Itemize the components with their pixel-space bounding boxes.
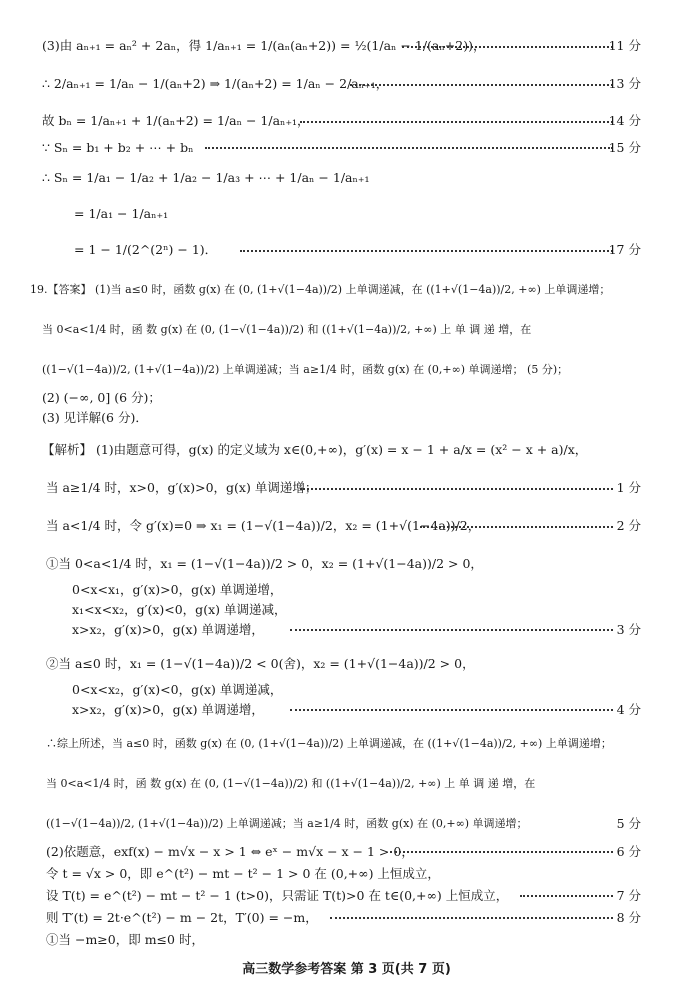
solution-text: = 1/a₁ − 1/aₙ₊₁	[74, 206, 169, 221]
solution-text: ②当 a≤0 时，x₁ = (1−√(1−4a))/2 < 0(舍)，x₂ = (1+√(1−4a))/2 > 0，	[46, 656, 475, 671]
leader-dots	[300, 488, 613, 490]
solution-text: 故 bₙ = 1/aₙ₊₁ + 1/(aₙ+2) = 1/aₙ − 1/aₙ₊₁，	[42, 113, 310, 128]
answer-line	[0, 272, 693, 308]
analysis-line	[0, 908, 693, 928]
score-mark: 7 分	[616, 888, 641, 903]
leader-dots	[350, 84, 613, 86]
solution-text: (3) 见详解(6 分)．	[42, 410, 148, 425]
answer-line	[0, 408, 693, 428]
solution-text: ((1−√(1−4a))/2, (1+√(1−4a))/2) 上单调递减；当 a≥1/4 时，函数 g(x) 在 (0,+∞) 单调递增；	[46, 817, 528, 830]
score-mark: 3 分	[616, 622, 641, 637]
score-mark: 15 分	[608, 140, 641, 155]
analysis-line	[0, 864, 693, 884]
solution-line	[0, 160, 693, 196]
solution-text: 0<x<x₂，g′(x)<0，g(x) 单调递减，	[72, 682, 283, 697]
leader-dots	[420, 526, 613, 528]
analysis-line	[0, 680, 693, 700]
solution-text: (2) (−∞, 0] (6 分)；	[42, 390, 161, 405]
analysis-line	[0, 806, 693, 842]
solution-text: 当 0<a<1/4 时，函 数 g(x) 在 (0, (1−√(1−4a))/2) 和 ((1+√(1−4a))/2, +∞) 上 单 调 递 增，在	[42, 323, 532, 336]
analysis-line	[0, 886, 693, 906]
solution-text: (2)依题意，exf(x) − m√x − x > 1 ⇔ eˣ − m√x − x − 1 > 0，	[46, 844, 414, 859]
analysis-line	[0, 620, 693, 640]
leader-dots	[290, 709, 613, 711]
solution-text: ∴ Sₙ = 1/a₁ − 1/a₂ + 1/a₂ − 1/a₃ + ⋯ + 1/aₙ − 1/aₙ₊₁	[42, 170, 370, 185]
solution-text: ∴ 2/aₙ₊₁ = 1/aₙ − 1/(aₙ+2) ⇒ 1/(aₙ+2) = 1/aₙ − 2/aₙ₊₁，	[42, 76, 389, 91]
solution-text: ∴综上所述，当 a≤0 时，函数 g(x) 在 (0, (1+√(1−4a))/2) 上单调递减，在 ((1+√(1−4a))/2, +∞) 上单调递增；	[46, 737, 612, 750]
score-mark: 13 分	[608, 76, 641, 91]
leader-dots	[520, 895, 613, 897]
solution-line	[0, 232, 693, 268]
analysis-line	[0, 600, 693, 620]
solution-text: ∵ Sₙ = b₁ + b₂ + ⋯ + bₙ	[42, 140, 194, 155]
score-mark: 5 分	[616, 816, 641, 831]
solution-text: x>x₂，g′(x)>0，g(x) 单调递增，	[72, 702, 264, 717]
analysis-line	[0, 646, 693, 682]
score-mark: 14 分	[608, 113, 641, 128]
solution-text: = 1 − 1/(2^(2ⁿ) − 1)．	[74, 242, 218, 257]
leader-dots	[290, 629, 613, 631]
solution-line	[0, 138, 693, 158]
solution-text: 0<x<x₁，g′(x)>0，g(x) 单调递增，	[72, 582, 283, 597]
solution-text: (3)由 aₙ₊₁ = aₙ² + 2aₙ，得 1/aₙ₊₁ = 1/(aₙ(aₙ+2)) = ½(1/aₙ − 1/(aₙ+2))，	[42, 38, 486, 53]
analysis-line	[0, 580, 693, 600]
answer-line	[0, 312, 693, 348]
score-mark: 1 分	[616, 480, 641, 495]
analysis-line	[0, 726, 693, 762]
leader-dots	[330, 917, 613, 919]
analysis-line	[0, 842, 693, 862]
score-mark: 8 分	[616, 910, 641, 925]
solution-line	[0, 103, 693, 139]
leader-dots	[240, 250, 613, 252]
solution-text: 则 T′(t) = 2t·e^(t²) − m − 2t，T′(0) = −m，	[46, 910, 318, 925]
analysis-line	[0, 470, 693, 506]
score-mark: 17 分	[608, 242, 641, 257]
score-mark: 2 分	[616, 518, 641, 533]
solution-line	[0, 66, 693, 102]
solution-text: 【解析】 (1)由题意可得，g(x) 的定义域为 x∈(0,+∞)，g′(x) = x − 1 + a/x = (x² − x + a)/x，	[42, 442, 588, 457]
solution-text: 19.【答案】 (1)当 a≤0 时，函数 g(x) 在 (0, (1+√(1−4a))/2) 上单调递减，在 ((1+√(1−4a))/2, +∞) 上单调递增；	[30, 283, 611, 296]
solution-line	[0, 196, 693, 232]
score-mark: 11 分	[608, 38, 641, 53]
analysis-line	[0, 546, 693, 582]
solution-text: x>x₂，g′(x)>0，g(x) 单调递增，	[72, 622, 264, 637]
solution-text: 当 a≥1/4 时，x>0，g′(x)>0，g(x) 单调递增；	[46, 480, 318, 495]
solution-text: ①当 −m≥0，即 m≤0 时，	[46, 932, 204, 947]
answer-line	[0, 352, 693, 388]
analysis-line	[0, 930, 693, 950]
analysis-line	[0, 700, 693, 720]
solution-text: ①当 0<a<1/4 时，x₁ = (1−√(1−4a))/2 > 0，x₂ = (1+√(1−4a))/2 > 0，	[46, 556, 483, 571]
solution-line	[0, 28, 693, 64]
analysis-line	[0, 508, 693, 544]
analysis-line	[0, 432, 693, 468]
leader-dots	[402, 46, 613, 48]
solution-text: ((1−√(1−4a))/2, (1+√(1−4a))/2) 上单调递减；当 a≥1/4 时，函数 g(x) 在 (0,+∞) 单调递增； (5 分)；	[42, 363, 569, 376]
score-mark: 4 分	[616, 702, 641, 717]
analysis-line	[0, 766, 693, 802]
solution-text: 令 t = √x > 0，即 e^(t²) − mt − t² − 1 > 0 在 (0,+∞) 上恒成立，	[46, 866, 440, 881]
answer-line	[0, 388, 693, 408]
solution-text: 当 a<1/4 时，令 g′(x)=0 ⇒ x₁ = (1−√(1−4a))/2，x₂ = (1+√(1−4a))/2，	[46, 518, 481, 533]
leader-dots	[390, 851, 613, 853]
leader-dots	[300, 121, 613, 123]
solution-text: 当 0<a<1/4 时，函 数 g(x) 在 (0, (1−√(1−4a))/2) 和 ((1+√(1−4a))/2, +∞) 上 单 调 递 增，在	[46, 777, 536, 790]
solution-text: x₁<x<x₂，g′(x)<0，g(x) 单调递减，	[72, 602, 287, 617]
page-footer: 高三数学参考答案 第 3 页(共 7 页)	[242, 962, 451, 977]
solution-text: 设 T(t) = e^(t²) − mt − t² − 1 (t>0)，只需证 T(t)>0 在 t∈(0,+∞) 上恒成立，	[46, 888, 509, 903]
leader-dots	[205, 147, 613, 149]
score-mark: 6 分	[616, 844, 641, 859]
